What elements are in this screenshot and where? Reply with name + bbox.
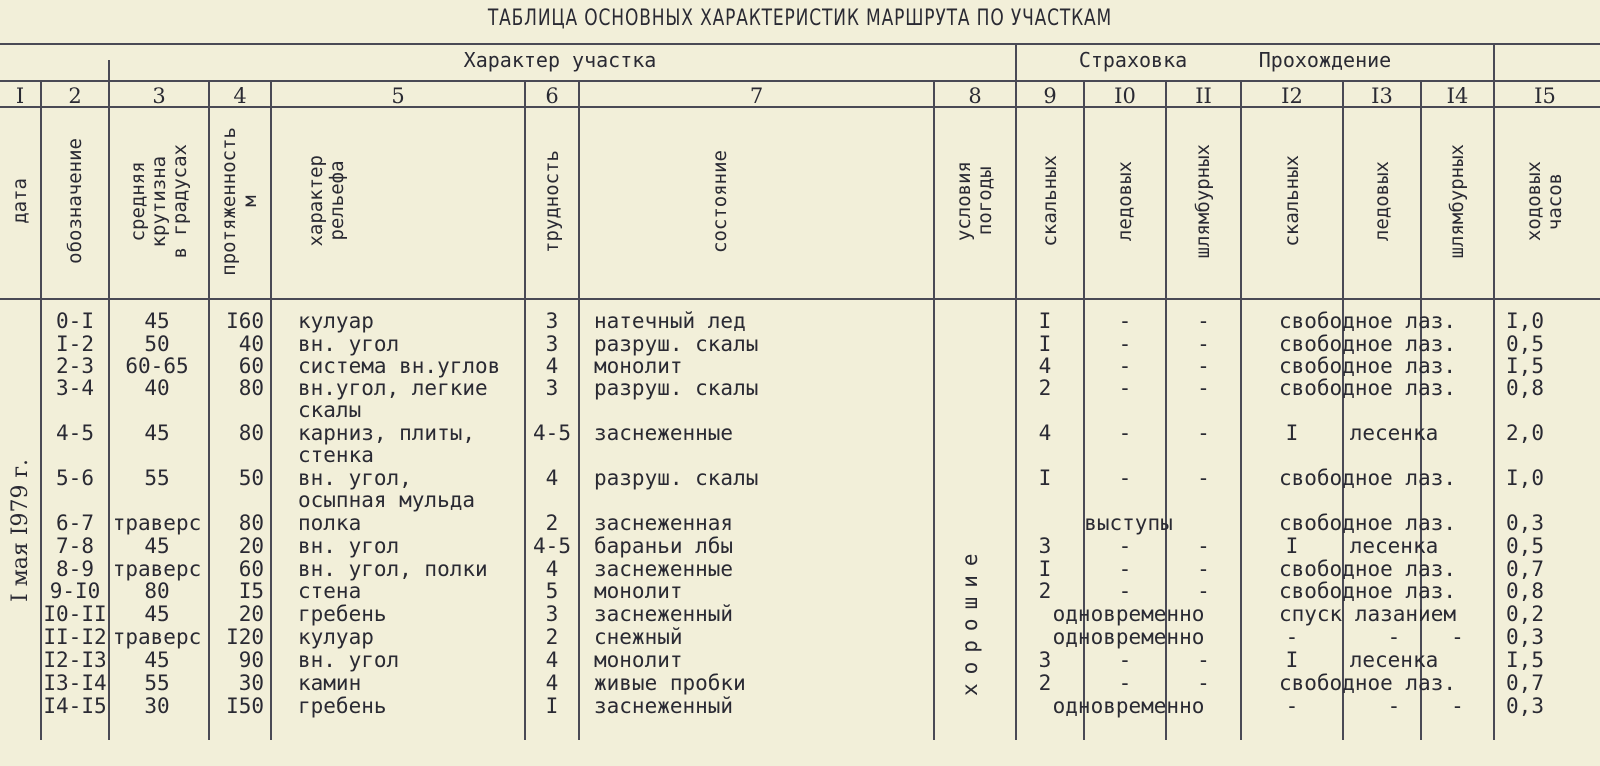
passage-span-cell: свободное лаз. (1278, 309, 1456, 333)
condition-cell: снежный (594, 625, 683, 649)
group-passage: Прохождение (1258, 48, 1392, 72)
belay-rock-cell: I (1038, 332, 1052, 356)
relief-cell: камин (298, 671, 362, 695)
relief-cell: вн. угол, полки (298, 557, 488, 581)
pass-bolt-cell: - (1451, 625, 1464, 649)
col-number: 5 (391, 84, 405, 108)
header-pass-bolt: шлямбурных (1446, 143, 1468, 259)
belay-span-cell: одновременно (1052, 602, 1205, 626)
hours-cell: 0,7 (1506, 557, 1544, 581)
belay-rock-cell: I (1038, 309, 1052, 333)
col-number: 3 (152, 84, 166, 108)
belay-rock-cell: 2 (1038, 671, 1052, 695)
hours-cell: 0,2 (1506, 602, 1544, 626)
hours-cell: 0,3 (1506, 694, 1544, 718)
belay-bolt-cell: - (1197, 648, 1210, 672)
belay-ice-cell: - (1118, 534, 1132, 558)
passage-span-cell: свободное лаз. (1278, 376, 1456, 400)
relief-cell: вн. угол (298, 648, 400, 672)
belay-ice-cell: - (1118, 332, 1132, 356)
length-cell: 60 (238, 557, 264, 581)
difficulty-cell: 4-5 (533, 534, 571, 558)
steepness-cell: 55 (144, 466, 170, 490)
segment-cell: 0-I (56, 309, 94, 333)
belay-ice-cell: - (1118, 376, 1132, 400)
belay-rock-cell: 3 (1038, 648, 1052, 672)
difficulty-cell: 3 (545, 332, 559, 356)
belay-ice-cell: - (1118, 648, 1132, 672)
col-number: I0 (1114, 84, 1136, 108)
hours-cell: 0,5 (1506, 332, 1544, 356)
rule-top (0, 43, 1600, 45)
difficulty-cell: 4 (545, 671, 559, 695)
relief-cell: кулуар (298, 625, 374, 649)
difficulty-cell: 3 (545, 309, 559, 333)
difficulty-cell: 4 (545, 648, 559, 672)
relief-cell: вн. угол, осыпная мульда (298, 466, 476, 512)
condition-cell: разруш. скалы (594, 376, 759, 400)
weather-cell: хорошие (958, 544, 982, 696)
belay-ice-cell: - (1118, 557, 1132, 581)
segment-cell: I3-I4 (43, 671, 107, 695)
header-date: дата (8, 178, 31, 224)
hours-cell: 0,8 (1506, 579, 1544, 603)
relief-cell: кулуар (298, 309, 374, 333)
difficulty-cell: 2 (545, 511, 559, 535)
difficulty-cell: 3 (545, 376, 559, 400)
segment-cell: 2-3 (56, 354, 94, 378)
segment-cell: I0-II (43, 602, 107, 626)
length-cell: 40 (238, 332, 264, 356)
steepness-cell: 45 (144, 534, 170, 558)
length-cell: 80 (238, 511, 264, 535)
belay-span-cell: одновременно (1052, 625, 1205, 649)
belay-bolt-cell: - (1197, 309, 1210, 333)
segment-cell: 3-4 (56, 376, 94, 400)
condition-cell: заснеженный (594, 602, 734, 626)
segment-cell: 6-7 (56, 511, 94, 535)
passage-span-cell: свободное лаз. (1278, 511, 1456, 535)
steepness-cell: 45 (144, 309, 170, 333)
header-length: протяженность м (218, 126, 261, 276)
hours-cell: 0,8 (1506, 376, 1544, 400)
col-number: II (1195, 84, 1212, 108)
belay-rock-cell: 2 (1038, 579, 1052, 603)
belay-span-cell: выступы (1084, 511, 1173, 535)
header-condition: состояние (708, 149, 731, 253)
hours-cell: I,5 (1506, 354, 1544, 378)
difficulty-cell: 4 (545, 354, 559, 378)
belay-bolt-cell: - (1197, 332, 1210, 356)
passage-span-cell: свободное лаз. (1278, 557, 1456, 581)
pass-rock-cell: I (1285, 648, 1299, 672)
belay-ice-cell: - (1118, 354, 1132, 378)
passage-span-cell: свободное лаз. (1278, 332, 1456, 356)
passage-span-cell: свободное лаз. (1278, 579, 1456, 603)
segment-cell: 9-I0 (49, 579, 101, 603)
difficulty-cell: 4 (545, 557, 559, 581)
hours-cell: 0,5 (1506, 534, 1544, 558)
relief-cell: система вн.углов (298, 354, 501, 378)
belay-ice-cell: - (1118, 579, 1132, 603)
col-number: I4 (1446, 84, 1469, 108)
rule-headers (0, 298, 1600, 300)
belay-ice-cell: - (1118, 309, 1132, 333)
difficulty-cell: 5 (545, 579, 559, 603)
difficulty-cell: 4 (545, 466, 559, 490)
steepness-cell: траверс (112, 511, 202, 535)
pass-ice-cell: лесенка (1349, 534, 1439, 558)
belay-ice-cell: - (1118, 671, 1132, 695)
difficulty-cell: I (545, 694, 559, 718)
condition-cell: разруш. скалы (594, 332, 759, 356)
belay-rock-cell: 3 (1038, 534, 1052, 558)
condition-cell: монолит (594, 648, 683, 672)
length-cell: 30 (238, 671, 264, 695)
belay-bolt-cell: - (1197, 557, 1210, 581)
col-number: 7 (749, 84, 764, 108)
segment-cell: I-2 (56, 332, 94, 356)
belay-rock-cell: I (1038, 466, 1052, 490)
rule-groups (0, 80, 1600, 82)
pass-rock-cell: - (1285, 625, 1299, 649)
belay-bolt-cell: - (1197, 579, 1210, 603)
segment-cell: II-I2 (43, 625, 107, 649)
header-weather: условия погоды (953, 160, 996, 242)
length-cell: 90 (238, 648, 264, 672)
relief-cell: вн. угол (298, 332, 400, 356)
col-number: I5 (1534, 84, 1556, 108)
hours-cell: I,0 (1506, 309, 1544, 333)
belay-bolt-cell: - (1197, 466, 1210, 490)
condition-cell: натечный лед (594, 309, 746, 333)
difficulty-cell: 2 (545, 625, 559, 649)
belay-rock-cell: 4 (1038, 421, 1052, 445)
hours-cell: I,5 (1506, 648, 1544, 672)
header-relief: характер рельефа (305, 155, 348, 247)
steepness-cell: 80 (144, 579, 170, 603)
col-number: 8 (968, 84, 982, 108)
pass-rock-cell: I (1285, 421, 1299, 445)
pass-ice-cell: лесенка (1349, 421, 1439, 445)
pass-ice-cell: лесенка (1349, 648, 1439, 672)
steepness-cell: 30 (144, 694, 170, 718)
belay-ice-cell: - (1118, 421, 1132, 445)
relief-cell: вн.угол, легкие скалы (298, 376, 488, 422)
length-cell: 80 (238, 421, 264, 445)
header-hours: ходовых часов (1523, 160, 1566, 242)
steepness-cell: 50 (144, 332, 170, 356)
belay-bolt-cell: - (1197, 421, 1210, 445)
header-difficulty: трудность (540, 149, 563, 253)
length-cell: I50 (226, 694, 264, 718)
condition-cell: заснеженная (594, 511, 734, 535)
steepness-cell: 45 (144, 421, 170, 445)
table-title: ТАБЛИЦА ОСНОВНЫХ ХАРАКТЕРИСТИК МАРШРУТА ПО УЧАСТКАМ (487, 6, 1113, 31)
pass-ice-cell: - (1387, 625, 1401, 649)
length-cell: 60 (238, 354, 264, 378)
length-cell: 50 (238, 466, 264, 490)
segment-cell: 8-9 (56, 557, 94, 581)
condition-cell: монолит (594, 579, 683, 603)
relief-cell: вн. угол (298, 534, 400, 558)
length-cell: 20 (238, 602, 264, 626)
header-belay-ice: ледовых (1113, 160, 1136, 242)
group-character: Характер участка (463, 48, 657, 72)
pass-rock-cell: - (1285, 694, 1299, 718)
belay-span-cell: одновременно (1052, 694, 1205, 718)
condition-cell: разруш. скалы (594, 466, 759, 490)
segment-cell: 5-6 (56, 466, 94, 490)
header-pass-rock: скальных (1280, 155, 1303, 247)
pass-rock-cell: I (1285, 534, 1299, 558)
pass-bolt-cell: - (1451, 694, 1464, 718)
relief-cell: гребень (298, 694, 387, 718)
segment-cell: I2-I3 (43, 648, 107, 672)
condition-cell: заснеженный (594, 694, 734, 718)
segment-cell: I4-I5 (43, 694, 107, 718)
relief-cell: гребень (298, 602, 387, 626)
steepness-cell: 55 (144, 671, 170, 695)
belay-rock-cell: I (1038, 557, 1052, 581)
group-belay: Страховка (1078, 48, 1188, 72)
steepness-cell: 45 (144, 648, 170, 672)
length-cell: 80 (238, 376, 264, 400)
hours-cell: 0,3 (1506, 625, 1544, 649)
belay-ice-cell: - (1118, 466, 1132, 490)
difficulty-cell: 4-5 (533, 421, 571, 445)
belay-bolt-cell: - (1197, 376, 1210, 400)
condition-cell: монолит (594, 354, 683, 378)
hours-cell: 0,7 (1506, 671, 1544, 695)
relief-cell: полка (298, 511, 362, 535)
length-cell: 20 (238, 534, 264, 558)
length-cell: I5 (238, 579, 264, 603)
hours-cell: 2,0 (1506, 421, 1544, 445)
hours-cell: 0,3 (1506, 511, 1544, 535)
col-number: I2 (1281, 84, 1303, 108)
belay-rock-cell: 4 (1038, 354, 1052, 378)
col-number: 9 (1043, 84, 1057, 108)
belay-bolt-cell: - (1197, 354, 1210, 378)
col-number: 2 (68, 84, 82, 108)
steepness-cell: 45 (144, 602, 170, 626)
date-cell: I мая I979 г. (7, 458, 33, 602)
passage-span-cell: спуск лазанием (1278, 602, 1456, 626)
steepness-cell: 40 (144, 376, 170, 400)
relief-cell: стена (298, 579, 362, 603)
condition-cell: заснеженные (594, 557, 734, 581)
steepness-cell: 60-65 (125, 354, 189, 378)
header-steepness: средняя крутизна в градусах (126, 143, 191, 259)
passage-span-cell: свободное лаз. (1278, 671, 1456, 695)
header-belay-bolt: шлямбурных (1192, 143, 1214, 259)
steepness-cell: траверс (112, 625, 202, 649)
condition-cell: бараньи лбы (594, 534, 734, 558)
pass-ice-cell: - (1387, 694, 1401, 718)
col-number: I3 (1371, 84, 1393, 108)
header-belay-rock: скальных (1038, 155, 1061, 247)
length-cell: I20 (226, 625, 264, 649)
header-segment: обозначение (63, 138, 86, 264)
hours-cell: I,0 (1506, 466, 1544, 490)
condition-cell: живые пробки (594, 671, 746, 695)
belay-bolt-cell: - (1197, 534, 1210, 558)
passage-span-cell: свободное лаз. (1278, 466, 1456, 490)
segment-cell: 7-8 (56, 534, 94, 558)
belay-bolt-cell: - (1197, 671, 1210, 695)
col-number: 6 (545, 84, 559, 108)
col-number: I (15, 84, 25, 108)
difficulty-cell: 3 (545, 602, 559, 626)
belay-rock-cell: 2 (1038, 376, 1052, 400)
condition-cell: заснеженные (594, 421, 734, 445)
passage-span-cell: свободное лаз. (1278, 354, 1456, 378)
header-pass-ice: ледовых (1370, 160, 1393, 242)
col-number: 4 (233, 84, 247, 108)
segment-cell: 4-5 (56, 421, 94, 445)
relief-cell: карниз, плиты, стенка (298, 421, 476, 467)
length-cell: I60 (226, 309, 264, 333)
steepness-cell: траверс (112, 557, 202, 581)
